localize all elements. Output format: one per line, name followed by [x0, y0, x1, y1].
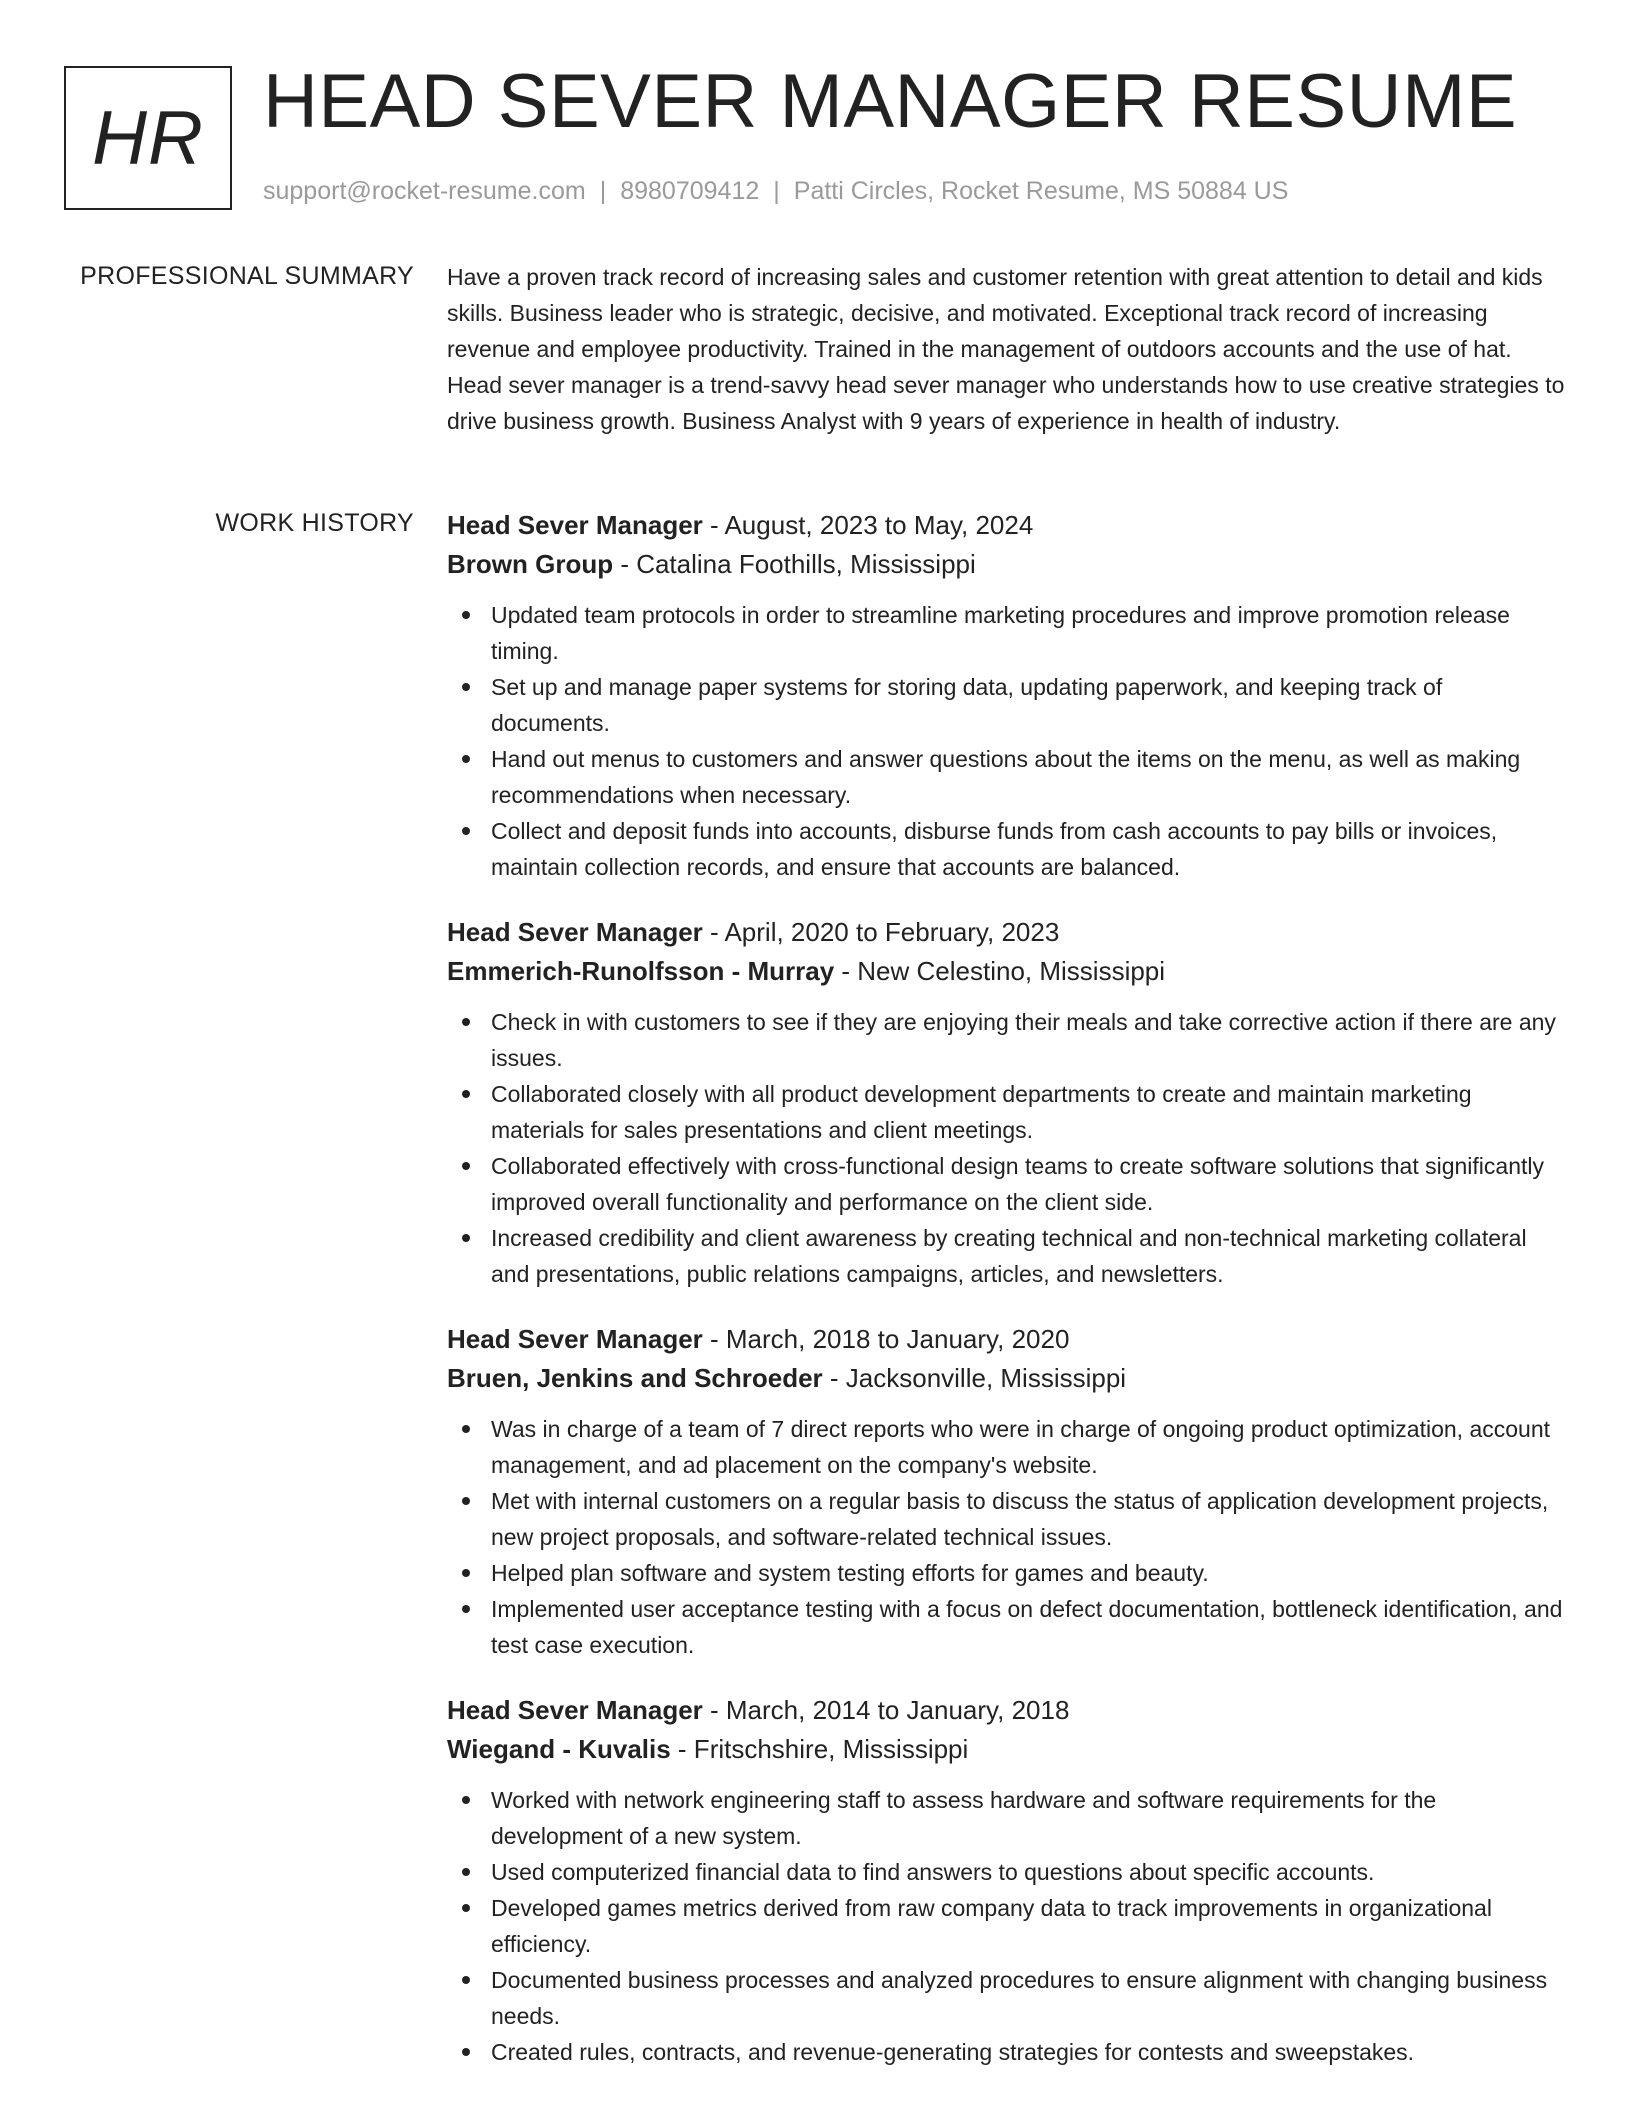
job-location: - Fritschshire, Mississippi [670, 1734, 969, 1764]
job-bullet [447, 1591, 1565, 1663]
resume-title: HEAD SEVER MANAGER RESUME [263, 59, 1518, 144]
job-bullet-list [447, 1411, 1565, 1663]
bullet-dot-icon [462, 1090, 470, 1098]
job-bullet [447, 1004, 1565, 1076]
job-location: - Catalina Foothills, Mississippi [613, 549, 976, 579]
job-title: Head Sever Manager [447, 1695, 703, 1725]
section-label-work-history: WORK HISTORY [215, 509, 414, 537]
job-bullet-text: Used computerized financial data to find answers to questions about specific accounts. [491, 1859, 1375, 1885]
job-title: Head Sever Manager [447, 510, 703, 540]
job-bullet-text: Worked with network engineering staff to assess hardware and software requirements for the development of a new system. [491, 1787, 1437, 1849]
job-dates: - August, 2023 to May, 2024 [702, 510, 1034, 540]
contact-line [263, 174, 1288, 208]
work-history-body [447, 506, 1565, 2098]
bullet-dot-icon [462, 1018, 470, 1026]
job-entry [447, 913, 1565, 1292]
job-bullet [447, 597, 1565, 669]
job-bullet-list [447, 1782, 1565, 2070]
job-title: Head Sever Manager [447, 1324, 703, 1354]
monogram-box [64, 66, 232, 210]
job-bullet-text: Increased credibility and client awareness by creating technical and non-technical marketing collateral and presentations, public relations campaigns, articles, and newsletters. [491, 1225, 1527, 1287]
job-title: Head Sever Manager [447, 917, 703, 947]
job-bullet-text: Collaborated effectively with cross-functional design teams to create software solutions that significantly improved overall functionality and performance on the client side. [491, 1153, 1544, 1215]
job-title-line [447, 1691, 1565, 1730]
section-label-summary: PROFESSIONAL SUMMARY [80, 262, 414, 290]
job-bullet-text: Check in with customers to see if they are enjoying their meals and take corrective action if there are any issues. [491, 1009, 1556, 1071]
job-bullet-text: Documented business processes and analyzed procedures to ensure alignment with changing business needs. [491, 1967, 1548, 2029]
job-bullet [447, 1890, 1565, 1962]
summary-body [447, 259, 1565, 439]
job-bullet [447, 1483, 1565, 1555]
bullet-dot-icon [462, 1162, 470, 1170]
job-company: Brown Group [447, 549, 614, 579]
job-bullet [447, 1962, 1565, 2034]
bullet-dot-icon [462, 2048, 470, 2056]
job-bullet-text: Created rules, contracts, and revenue-generating strategies for contests and sweepstakes. [491, 2039, 1415, 2065]
job-company: Bruen, Jenkins and Schroeder [447, 1363, 823, 1393]
job-bullet-text: Hand out menus to customers and answer questions about the items on the menu, as well as making recommendations when necessary. [491, 746, 1521, 808]
bullet-dot-icon [462, 683, 470, 691]
job-bullet-text: Met with internal customers on a regular basis to discuss the status of application development projects, new project proposals, and software-related technical issues. [491, 1488, 1549, 1550]
bullet-dot-icon [462, 1234, 470, 1242]
bullet-dot-icon [462, 1796, 470, 1804]
job-company: Emmerich-Runolfsson - Murray [447, 956, 835, 986]
job-entry [447, 1691, 1565, 2070]
job-bullet [447, 1555, 1565, 1591]
job-dates: - March, 2014 to January, 2018 [702, 1695, 1070, 1725]
job-bullet [447, 669, 1565, 741]
job-company: Wiegand - Kuvalis [447, 1734, 671, 1764]
job-location: - Jacksonville, Mississippi [822, 1363, 1127, 1393]
job-company-line [447, 545, 1565, 584]
bullet-dot-icon [462, 755, 470, 763]
job-bullet-text: Developed games metrics derived from raw company data to track improvements in organizational efficiency. [491, 1895, 1492, 1957]
job-title-line [447, 1320, 1565, 1359]
bullet-dot-icon [462, 827, 470, 835]
contact-separator: | [773, 177, 780, 205]
job-dates: - March, 2018 to January, 2020 [702, 1324, 1070, 1354]
job-bullet-text: Implemented user acceptance testing with a focus on defect documentation, bottleneck identification, and test case execution. [491, 1596, 1563, 1658]
bullet-dot-icon [462, 1497, 470, 1505]
bullet-dot-icon [462, 1425, 470, 1433]
contact-separator: | [599, 177, 607, 205]
job-bullet [447, 813, 1565, 885]
bullet-dot-icon [462, 1976, 470, 1984]
job-location: - New Celestino, Mississippi [834, 956, 1166, 986]
job-dates: - April, 2020 to February, 2023 [702, 917, 1060, 947]
bullet-dot-icon [462, 611, 470, 619]
job-entry [447, 1320, 1565, 1663]
job-company-line [447, 1359, 1565, 1398]
job-bullet [447, 1854, 1565, 1890]
bullet-dot-icon [462, 1605, 470, 1613]
job-bullet [447, 1148, 1565, 1220]
contact-email[interactable]: support@rocket-resume.com [263, 177, 586, 205]
job-bullet-list [447, 1004, 1565, 1292]
job-bullet-text: Set up and manage paper systems for storing data, updating paperwork, and keeping track of documents. [491, 674, 1443, 736]
job-bullet [447, 1076, 1565, 1148]
bullet-dot-icon [462, 1569, 470, 1577]
bullet-dot-icon [462, 1868, 470, 1876]
contact-address: Patti Circles, Rocket Resume, MS 50884 US [793, 177, 1289, 205]
job-company-line [447, 1730, 1565, 1769]
job-title-line [447, 506, 1565, 545]
job-bullet [447, 2034, 1565, 2070]
job-bullet [447, 741, 1565, 813]
job-bullet-text: Collect and deposit funds into accounts, disburse funds from cash accounts to pay bills or invoices, maintain collection records, and ensure that accounts are balanced. [491, 818, 1498, 880]
job-bullet-list [447, 597, 1565, 885]
summary-text: Have a proven track record of increasing sales and customer retention with great attention to detail and kids skills. Business leader who is strategic, decisive, and motivated. Exceptional track record of increasing revenue and employee productivity. Trained in the management of outdoors accounts and the use of hat. Head sever manager is a trend-savvy head sever manager who understands how to use creative strategies to drive business growth. Business Analyst with 9 years of experience in health of industry. [447, 264, 1565, 434]
job-bullet [447, 1782, 1565, 1854]
monogram-initials: HR [92, 95, 204, 181]
job-bullet-text: Updated team protocols in order to streamline marketing procedures and improve promotion release timing. [491, 602, 1510, 664]
job-title-line [447, 913, 1565, 952]
job-bullet [447, 1220, 1565, 1292]
job-bullet-text: Helped plan software and system testing efforts for games and beauty. [491, 1560, 1209, 1586]
job-entry [447, 506, 1565, 885]
bullet-dot-icon [462, 1904, 470, 1912]
job-bullet-text: Was in charge of a team of 7 direct reports who were in charge of ongoing product optimization, account management, and ad placement on the company's website. [491, 1416, 1550, 1478]
job-company-line [447, 952, 1565, 991]
contact-phone[interactable]: 8980709412 [620, 177, 760, 205]
job-bullet-text: Collaborated closely with all product development departments to create and maintain marketing materials for sales presentations and client meetings. [491, 1081, 1472, 1143]
job-bullet [447, 1411, 1565, 1483]
